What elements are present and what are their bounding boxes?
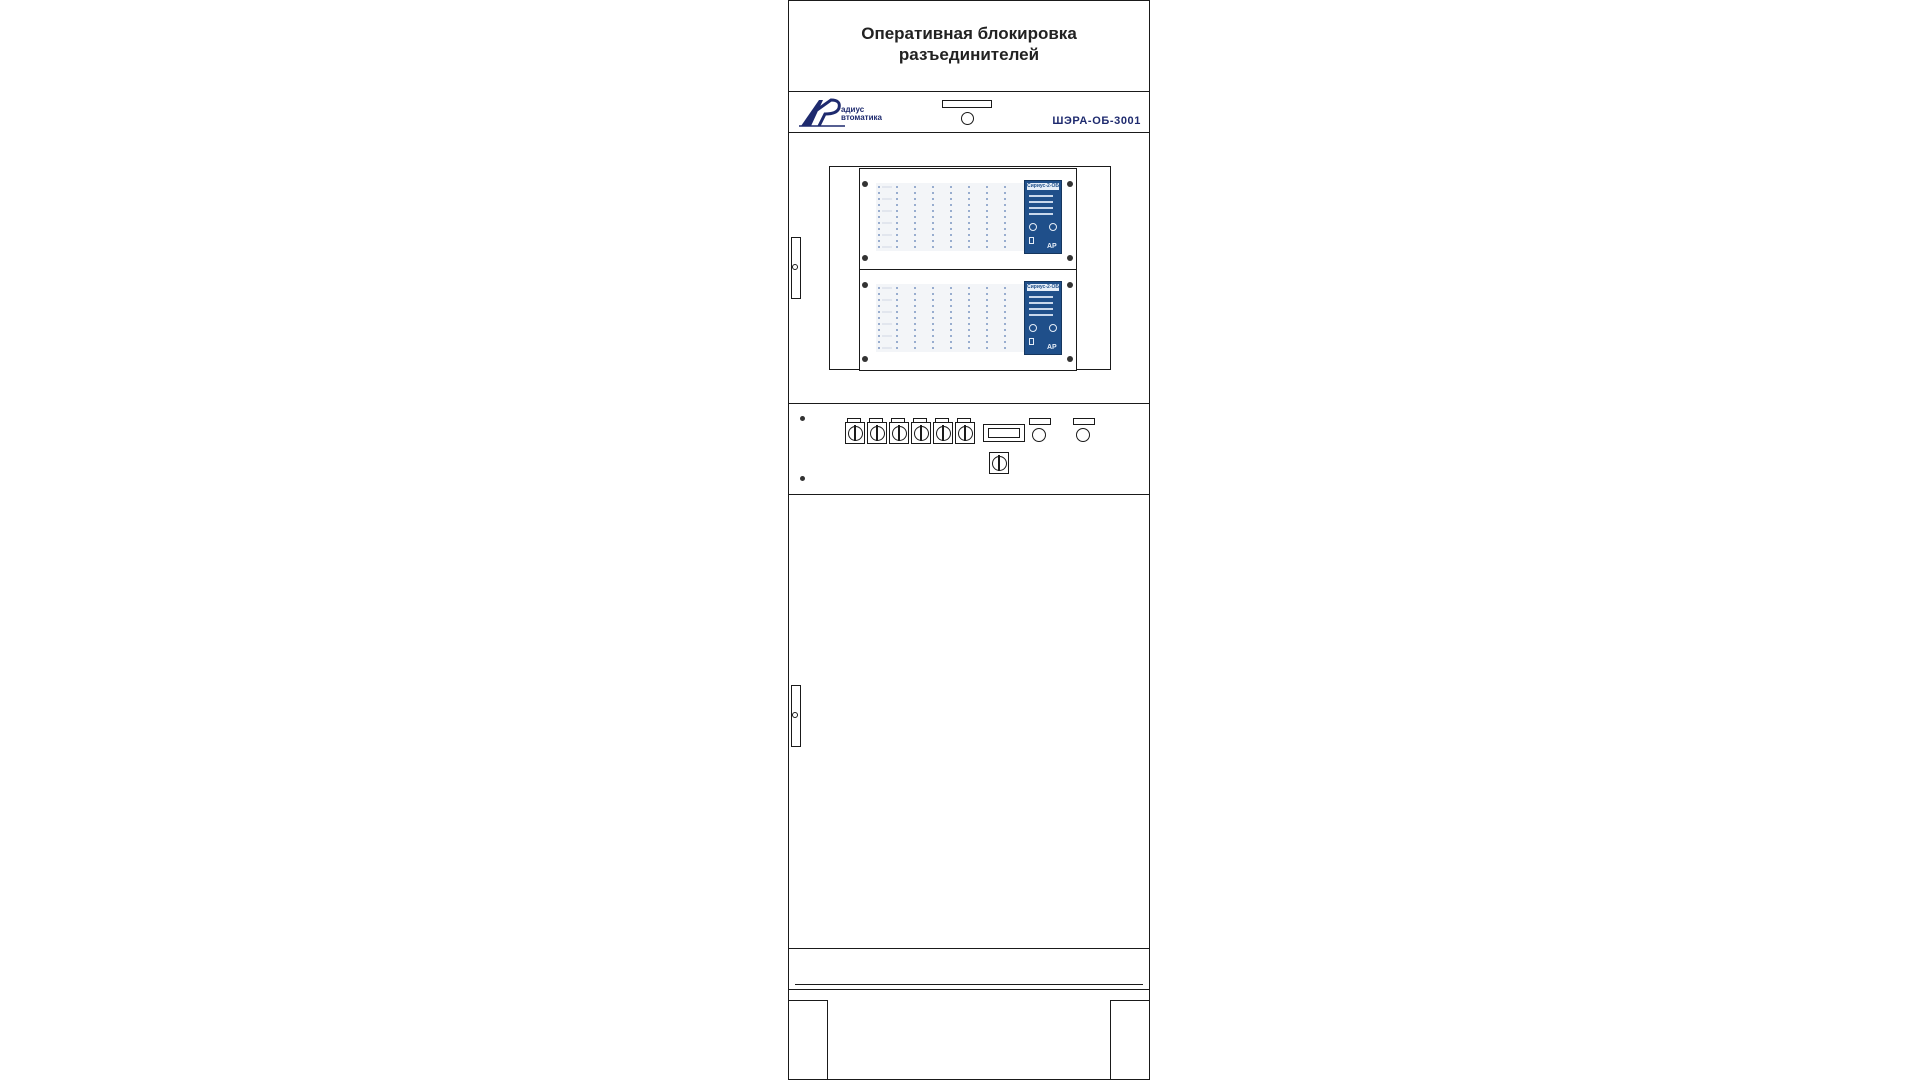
relay-button[interactable] — [1049, 223, 1057, 231]
screw-icon — [800, 416, 805, 421]
meter-display — [988, 428, 1020, 438]
led-matrix — [876, 284, 1024, 352]
relay-button[interactable] — [1049, 324, 1057, 332]
nameplate-strip — [788, 91, 1150, 133]
status-led-row — [1029, 302, 1053, 304]
rotary-switch-2[interactable] — [867, 422, 887, 444]
screw-icon — [1067, 356, 1073, 362]
rotary-switch-main[interactable] — [989, 452, 1009, 474]
plinth-edge — [795, 984, 1143, 987]
status-led-row — [1029, 195, 1053, 197]
relay-button[interactable] — [1029, 223, 1037, 231]
relay-label: Сириус-2-ОБ — [1027, 183, 1059, 189]
switch-panel — [788, 403, 1150, 495]
screw-icon — [1067, 282, 1073, 288]
relay-rack-2 — [859, 269, 1077, 371]
screw-icon — [1067, 181, 1073, 187]
company-logo-icon — [797, 96, 847, 130]
relay-rack-1 — [859, 168, 1077, 270]
base-foot-left — [788, 1000, 828, 1080]
screw-icon — [862, 181, 868, 187]
door-handle[interactable] — [791, 685, 801, 747]
rotary-switch-1[interactable] — [845, 422, 865, 444]
bottom-panel — [788, 948, 1150, 990]
indicator-label — [1073, 418, 1095, 425]
relay-logo-icon: АР — [1047, 344, 1057, 351]
led-matrix — [876, 183, 1024, 251]
usb-port-icon — [1029, 338, 1034, 345]
lock-hole-icon — [792, 264, 798, 270]
rotary-switch-3[interactable] — [889, 422, 909, 444]
rotary-switch-4[interactable] — [911, 422, 931, 444]
status-led-row — [1029, 213, 1053, 215]
usb-port-icon — [1029, 237, 1034, 244]
rotary-switch-6[interactable] — [955, 422, 975, 444]
screw-icon — [862, 282, 868, 288]
signal-lamp — [1076, 428, 1090, 442]
title-line-1: Оперативная блокировка — [861, 24, 1077, 43]
title-line-2: разъединителей — [898, 45, 1040, 64]
signal-lamp — [961, 112, 974, 125]
screw-icon — [800, 476, 805, 481]
upper-door[interactable] — [788, 132, 1150, 404]
device-name: ШЭРА-ОБ-3001 — [1052, 115, 1141, 127]
digital-meter — [983, 424, 1025, 442]
logo-text-line2: втоматика — [841, 113, 882, 122]
relay-button[interactable] — [1029, 324, 1037, 332]
screw-icon — [862, 356, 868, 362]
status-led-row — [1029, 201, 1053, 203]
status-led-row — [1029, 314, 1053, 316]
door-handle[interactable] — [791, 237, 801, 299]
screw-icon — [862, 255, 868, 261]
cabinet-base — [788, 989, 1150, 1080]
signal-lamp — [1032, 428, 1046, 442]
lock-hole-icon — [792, 712, 798, 718]
screw-icon — [1067, 255, 1073, 261]
lower-door[interactable] — [788, 494, 1150, 949]
cabinet-title — [789, 23, 1149, 65]
base-foot-right — [1110, 1000, 1150, 1080]
status-led-row — [1029, 296, 1053, 298]
status-led-row — [1029, 308, 1053, 310]
indicator-label — [1029, 418, 1051, 425]
relay-label: Сириус-2-ОБ — [1027, 284, 1059, 290]
rotary-switch-5[interactable] — [933, 422, 953, 444]
relay-cabinet — [788, 0, 1150, 1080]
relay-logo-icon: АР — [1047, 243, 1057, 250]
logo-text-line1: адиус — [841, 105, 865, 114]
logo-text — [841, 106, 882, 122]
relay-control-panel — [1024, 180, 1062, 254]
title-panel — [788, 0, 1150, 92]
status-led-row — [1029, 207, 1053, 209]
indicator-slot — [942, 100, 992, 108]
relay-control-panel — [1024, 281, 1062, 355]
